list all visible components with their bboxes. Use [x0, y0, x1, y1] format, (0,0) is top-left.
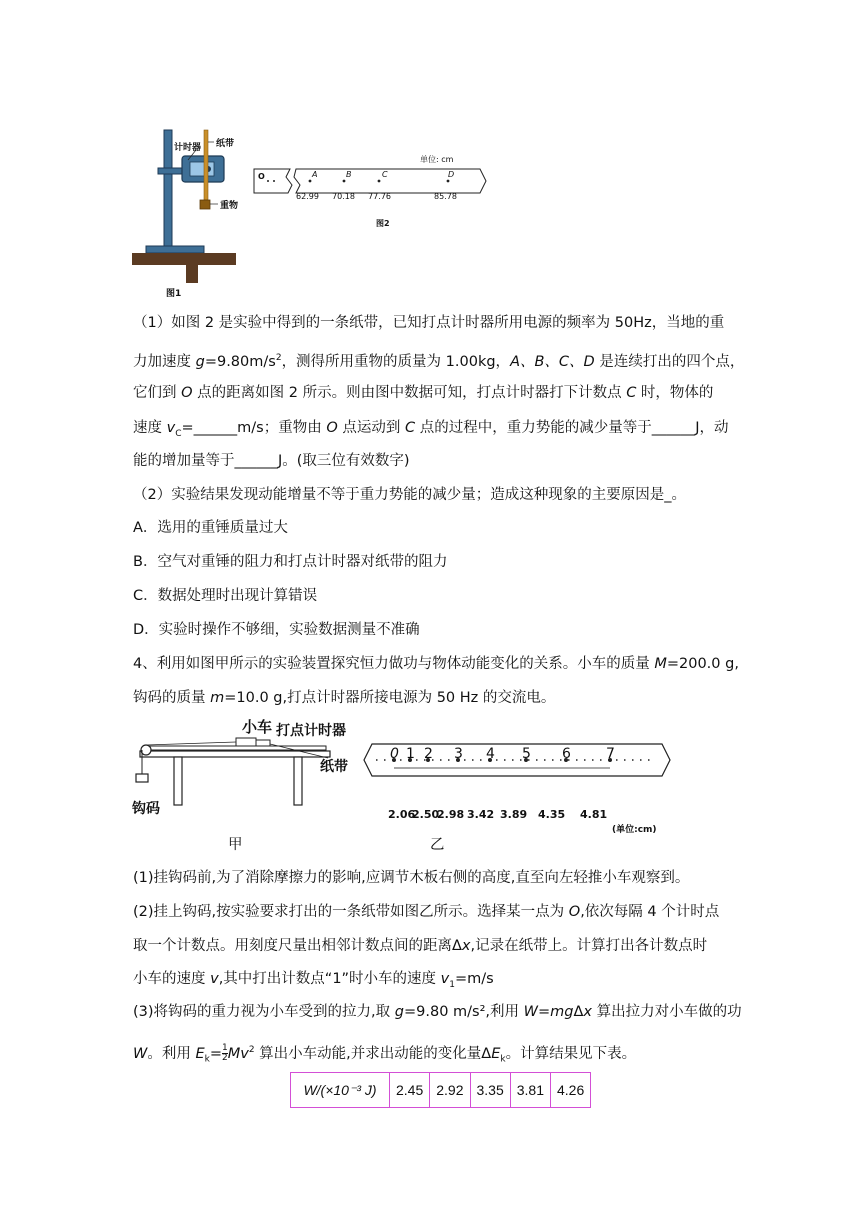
tape-label: 纸带	[216, 139, 235, 149]
q2-option-c: C．数据处理时出现计算错误	[133, 588, 318, 604]
distance-label: 85.78	[434, 192, 457, 201]
figure-1-caption: 图1	[166, 289, 182, 299]
q2-option-d: D．实验时操作不够细，实验数据测量不准确	[133, 622, 420, 638]
spacing-label: 2.98	[437, 808, 465, 821]
count-point-label: 4	[486, 746, 495, 762]
origin-label: O	[258, 172, 265, 181]
table-cell: 4.26	[551, 1073, 591, 1108]
q1-line-4: 速度 $v_C=\_\_\_\_\_\_m/s$；重物由 O 点运动到 C 点的过程中，重力势能的减少量等于______J，动	[133, 420, 729, 439]
q4-part-3-line-2: W。利用 $E_k=$ $\frac{1}{2}$ Mv$^2$ 算出小车动能,并求出动能的变化量$\Delta E_k$。计算结果见下表。	[133, 1043, 637, 1065]
spacing-label: 4.35	[538, 808, 566, 821]
hook-weight-label: 钩码	[132, 801, 160, 817]
unit-label: 单位: cm	[420, 155, 454, 164]
count-point-label: 2	[424, 746, 433, 762]
q4-part-1: (1)挂钩码前,为了消除摩擦力的影响,应调节木板右侧的高度,直至向左轻推小车观察到。	[133, 870, 690, 886]
figure-3-caption-left: 甲	[228, 837, 243, 853]
count-point-label: 5	[522, 746, 531, 762]
table-cell: 2.92	[430, 1073, 470, 1108]
timer-label: 打点计时器	[276, 723, 346, 739]
q4-part-2-line-2: 取一个计数点。用刻度尺量出相邻计数点间的距离Δx,记录在纸带上。计算打出各计数点时	[133, 938, 708, 954]
table-row	[291, 1073, 591, 1108]
unit-label: (单位:cm)	[612, 825, 657, 835]
table-cell: 2.45	[390, 1073, 430, 1108]
cart-label: 小车	[242, 718, 273, 736]
fraction: $\frac{1}{2}$	[222, 1043, 228, 1064]
timer-label: 计时器	[174, 143, 202, 153]
q4-line-1: 4、利用如图甲所示的实验装置探究恒力做功与物体动能变化的关系。小车的质量 M=200.0 g,	[133, 656, 739, 672]
q4-part-3-line-1: (3)将钩码的重力视为小车受到的拉力,取 g=9.80 m/s²,利用 W=mgΔx 算出拉力对小车做的功	[133, 1004, 742, 1020]
table-cell: 3.35	[470, 1073, 510, 1108]
q4-part-2-line-1: (2)挂上钩码,按实验要求打出的一条纸带如图乙所示。选择某一点为 O,依次每隔 4 个计时点	[133, 904, 720, 920]
results-table	[290, 1072, 591, 1108]
count-point-label: 7	[606, 746, 615, 762]
spacing-label: 3.89	[500, 808, 528, 821]
distance-label: 77.76	[368, 192, 391, 201]
q2-option-b: B．空气对重锤的阻力和打点计时器对纸带的阻力	[133, 554, 448, 570]
tape-label: 纸带	[320, 759, 348, 775]
count-point-label: 3	[454, 746, 463, 762]
distance-label: 62.99	[296, 192, 319, 201]
figure-2-caption: 图2	[376, 219, 390, 228]
point-label: A	[312, 170, 318, 179]
q2-stem: （2）实验结果发现动能增量不等于重力势能的减少量；造成这种现象的主要原因是_。	[133, 487, 686, 503]
count-point-label: 6	[562, 746, 571, 762]
q1-line-2: 力加速度 $g=9.80m/s^2$，测得所用重物的质量为 1.00kg，A、B、C、D 是连续打出的四个点，	[133, 353, 745, 370]
figure-3	[132, 718, 672, 858]
figure-3-caption-right: 乙	[430, 837, 445, 853]
point-label: D	[448, 170, 455, 179]
spacing-label: 4.81	[580, 808, 608, 821]
spacing-label: 3.42	[467, 808, 495, 821]
point-label: C	[382, 170, 388, 179]
q4-part-2-line-3: 小车的速度 v,其中打出计数点“1”时小车的速度 $v_1=m/s$	[133, 971, 494, 990]
q1-line-3: 它们到 O 点的距离如图 2 所示。则由图中数据可知，打点计时器打下计数点 C 时，物体的	[133, 385, 714, 401]
spacing-label: 2.50	[412, 808, 440, 821]
spacing-label: 2.06	[388, 808, 416, 821]
q2-option-a: A．选用的重锤质量过大	[133, 520, 288, 536]
figure-2	[252, 150, 492, 235]
point-label: B	[346, 170, 352, 179]
weight-label: 重物	[220, 201, 239, 211]
count-point-label: 1	[406, 746, 415, 762]
table-header-cell: W/(×10⁻³ J)	[291, 1073, 390, 1108]
figure-1	[128, 120, 248, 305]
q4-line-2: 钩码的质量 m=10.0 g,打点计时器所接电源为 50 Hz 的交流电。	[133, 690, 556, 706]
q1-line-5: 能的增加量等于______J。(取三位有效数字)	[133, 453, 410, 469]
q1-line-1: （1）如图 2 是实验中得到的一条纸带，已知打点计时器所用电源的频率为 50Hz，当地的重	[133, 315, 725, 331]
count-point-label: 0	[390, 746, 399, 762]
distance-label: 70.18	[332, 192, 355, 201]
table-cell: 3.81	[510, 1073, 550, 1108]
